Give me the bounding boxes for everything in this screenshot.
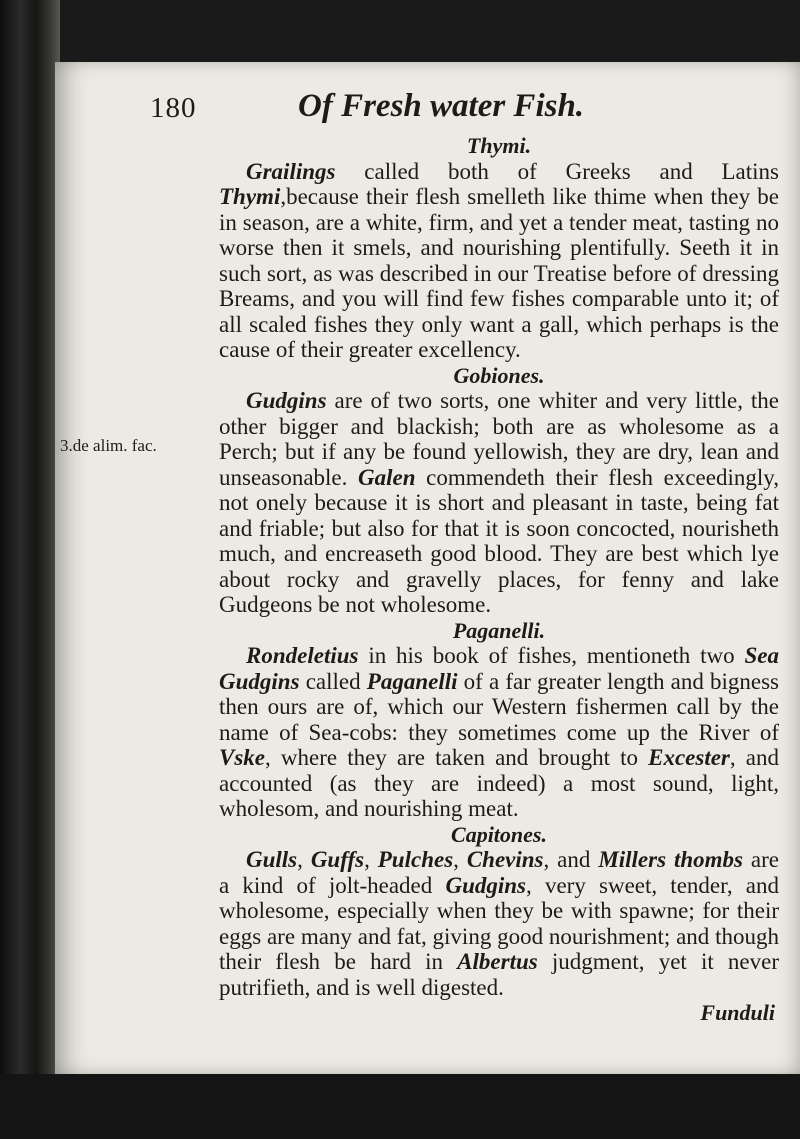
italic-term: Grailings [246,158,336,184]
page-number: 180 [150,92,197,124]
italic-term: Albertus [457,949,538,974]
book-page [55,62,800,1074]
catchword: Funduli [700,1000,775,1025]
italic-term: Gulls [246,847,298,872]
italic-term: Guffs [310,847,365,872]
section-heading: Gobiones. [453,362,545,388]
running-head [150,88,790,134]
section-paragraph: Rondeletius in his book of fishes, mentioneth two Sea Gudgins called Paganelli of a far greater length and bigness then ours are of, which our Western fishermen call by the name of Sea-cobs: they sometimes come up the River of Vske, where they are taken and brought to Excester, and accounted (as they are indeed) a most sound, light, wholesom, and nourishing meat. [219,643,779,821]
italic-term: Rondeletius [246,643,359,668]
text-block [219,133,779,1026]
book-binding-gutter [0,0,60,1139]
italic-term: Chevins [466,847,544,872]
margin-note: 3.de alim. fac. [60,436,157,455]
italic-term: Gudgins [246,388,327,413]
section-paganelli [219,618,779,822]
italic-term: Paganelli [366,668,458,694]
italic-term: Galen [358,464,416,490]
italic-term: Pulches [377,847,454,872]
section-thymi [219,133,779,363]
section-heading: Capitones. [451,821,547,847]
section-heading: Thymi. [466,133,532,158]
section-paragraph: Grailings called both of Greeks and Latins Thymi,because their flesh smelleth like thime when they be in season, are a white, firm, and yet a tender meat, tasting no worse then it smels, and nourishing plentifully. Seeth it in such sort, as was described in our Treatise before of dressing Breams, and you will find few fishes comparable unto it; of all scaled fishes they only want a gall, which perhaps is the cause of their greater excellency. [219,158,779,362]
scan-bottom-edge [0,1074,800,1139]
italic-term: Vske [219,745,265,770]
running-title: Of Fresh water Fish. [298,88,585,124]
italic-term: Gudgins [445,872,527,898]
italic-term: Excester [648,745,730,770]
section-heading: Paganelli. [452,617,546,643]
italic-term: Sea Gudgins [219,643,779,694]
italic-term: Thymi [219,184,281,209]
section-capitones [219,822,779,1001]
section-paragraph: Gudgins are of two sorts, one whiter and very little, the other bigger and blackish; both are as wholesome as a Perch; but if any be found yellowish, they are dry, lean and unseasonable. Galen commendeth their flesh exceedingly, not onely because it is short and pleasant in taste, being fat and friable; but also for that it is soon concocted, nourisheth much, and encreaseth good blood. They are best which lye about rocky and gravelly places, for fenny and lake Gudgeons be not wholesome. [219,388,779,617]
section-paragraph: Gulls, Guffs, Pulches, Chevins, and Millers thombs are a kind of jolt-headed Gudgins, very sweet, tender, and wholesome, especially when they be with spawne; for their eggs are many and fat, giving good nourishment; and though their flesh be hard in Albertus judgment, yet it never putrifieth, and is well digested. [219,847,779,1000]
section-gobiones [219,363,779,618]
italic-term: Millers thombs [598,847,743,872]
